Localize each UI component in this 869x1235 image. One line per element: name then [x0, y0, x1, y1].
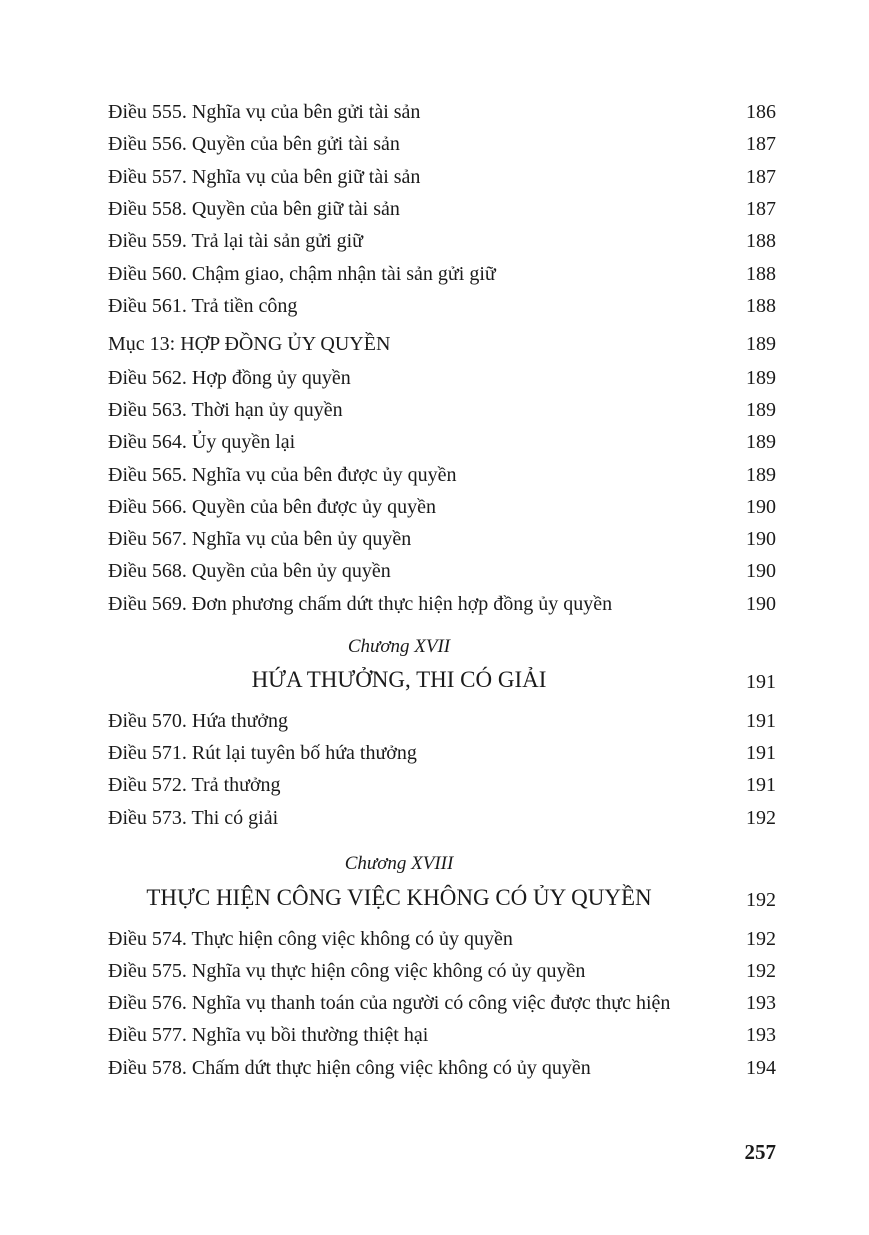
toc-entry: [108, 557, 776, 585]
toc-entry: [108, 98, 776, 126]
toc-entry-page: 193: [746, 1024, 776, 1046]
toc-entry-title: Điều 555. Nghĩa vụ của bên gửi tài sản: [108, 101, 421, 123]
toc-entry-title: Điều 559. Trả lại tài sản gửi giữ: [108, 230, 363, 252]
toc-entry: [108, 989, 776, 1017]
toc-entry-title: Điều 561. Trả tiền công: [108, 295, 298, 317]
toc-entry-title: Điều 571. Rút lại tuyên bố hứa thưởng: [108, 742, 417, 764]
chapter-page: 192: [746, 889, 776, 911]
toc-entry: [108, 292, 776, 320]
toc-entry-page: 189: [746, 399, 776, 421]
toc-entry: [108, 364, 776, 392]
toc-entry-title: Điều 557. Nghĩa vụ của bên giữ tài sản: [108, 166, 421, 188]
toc-entry-page: 194: [746, 1057, 776, 1079]
toc-entry-page: 187: [746, 166, 776, 188]
toc-entry-page: 186: [746, 101, 776, 123]
toc-entry-title: Điều 577. Nghĩa vụ bồi thường thiệt hại: [108, 1024, 429, 1046]
toc-entry-title: Điều 556. Quyền của bên gửi tài sản: [108, 133, 400, 155]
toc-entry: [108, 227, 776, 255]
toc-entry: [108, 925, 776, 953]
toc-entry: [108, 525, 776, 553]
toc-entry: [108, 771, 776, 799]
toc-entry: [108, 260, 776, 288]
toc-entry-page: 191: [746, 710, 776, 732]
toc-entry-page: 190: [746, 560, 776, 582]
toc-entry-title: Điều 576. Nghĩa vụ thanh toán của người có công việc được thực hiện: [108, 992, 671, 1014]
toc-entry-title: Điều 573. Thi có giải: [108, 807, 279, 829]
toc-entry-title: Điều 570. Hứa thưởng: [108, 710, 289, 732]
chapter-label: Chương XVII: [347, 636, 451, 657]
toc-entry: [108, 461, 776, 489]
page-number: 257: [744, 1140, 776, 1164]
toc-entry-page: 188: [746, 295, 776, 317]
toc-entry-page: 192: [746, 928, 776, 950]
toc-entry-title: Điều 564. Ủy quyền lại: [108, 431, 296, 453]
toc-entry: [108, 957, 776, 985]
toc-entry: [108, 493, 776, 521]
toc-entry-title: Điều 578. Chấm dứt thực hiện công việc không có ủy quyền: [108, 1057, 591, 1079]
toc-entry: [108, 707, 776, 735]
toc-entry: [108, 396, 776, 424]
toc-entry-title: Điều 574. Thực hiện công việc không có ủy quyền: [108, 928, 513, 950]
chapter-title: HỨA THƯỞNG, THI CÓ GIẢI: [251, 667, 547, 692]
toc-entry-title: Điều 569. Đơn phương chấm dứt thực hiện hợp đồng ủy quyền: [108, 593, 613, 615]
section-page: 189: [746, 333, 776, 355]
toc-entry-page: 188: [746, 263, 776, 285]
toc-entry-page: 190: [746, 496, 776, 518]
toc-entry-page: 192: [746, 807, 776, 829]
toc-entry-page: 187: [746, 133, 776, 155]
toc-entry-title: Điều 562. Hợp đồng ủy quyền: [108, 367, 351, 389]
toc-entry-page: 190: [746, 528, 776, 550]
toc-entry-title: Điều 563. Thời hạn ủy quyền: [108, 399, 343, 421]
toc-entry: [108, 1021, 776, 1049]
toc-entry-title: Điều 565. Nghĩa vụ của bên được ủy quyền: [108, 464, 457, 486]
toc-entry: [108, 590, 776, 618]
toc-entry-page: 189: [746, 367, 776, 389]
toc-entry: [108, 130, 776, 158]
toc-entry: [108, 739, 776, 767]
toc-entry-page: 191: [746, 774, 776, 796]
toc-entry-title: Điều 560. Chậm giao, chậm nhận tài sản gửi giữ: [108, 263, 496, 285]
toc-entry-page: 187: [746, 198, 776, 220]
section-title: Mục 13: HỢP ĐỒNG ỦY QUYỀN: [108, 333, 391, 355]
chapter-page: 191: [746, 671, 776, 693]
chapter-label: Chương XVIII: [344, 853, 454, 874]
chapter-heading: [108, 664, 776, 696]
toc-entry: [108, 804, 776, 832]
toc-entry-page: 193: [746, 992, 776, 1014]
toc-entry-page: 192: [746, 960, 776, 982]
toc-entry-title: Điều 566. Quyền của bên được ủy quyền: [108, 496, 436, 518]
toc-entry-title: Điều 572. Trả thưởng: [108, 774, 281, 796]
chapter-heading: [108, 882, 776, 914]
toc-entry-page: 190: [746, 593, 776, 615]
toc-entry-title: Điều 567. Nghĩa vụ của bên ủy quyền: [108, 528, 412, 550]
toc-entry-page: 189: [746, 431, 776, 453]
toc-entry: [108, 195, 776, 223]
toc-entry: [108, 1054, 776, 1082]
toc-entry: [108, 163, 776, 191]
toc-entry-page: 188: [746, 230, 776, 252]
toc-section-heading: [108, 330, 776, 358]
toc-entry-title: Điều 568. Quyền của bên ủy quyền: [108, 560, 391, 582]
toc-entry-title: Điều 558. Quyền của bên giữ tài sản: [108, 198, 400, 220]
toc-entry: [108, 428, 776, 456]
chapter-title: THỰC HIỆN CÔNG VIỆC KHÔNG CÓ ỦY QUYỀN: [146, 885, 652, 910]
toc-entry-page: 189: [746, 464, 776, 486]
toc-entry-page: 191: [746, 742, 776, 764]
toc-entry-title: Điều 575. Nghĩa vụ thực hiện công việc không có ủy quyền: [108, 960, 586, 982]
